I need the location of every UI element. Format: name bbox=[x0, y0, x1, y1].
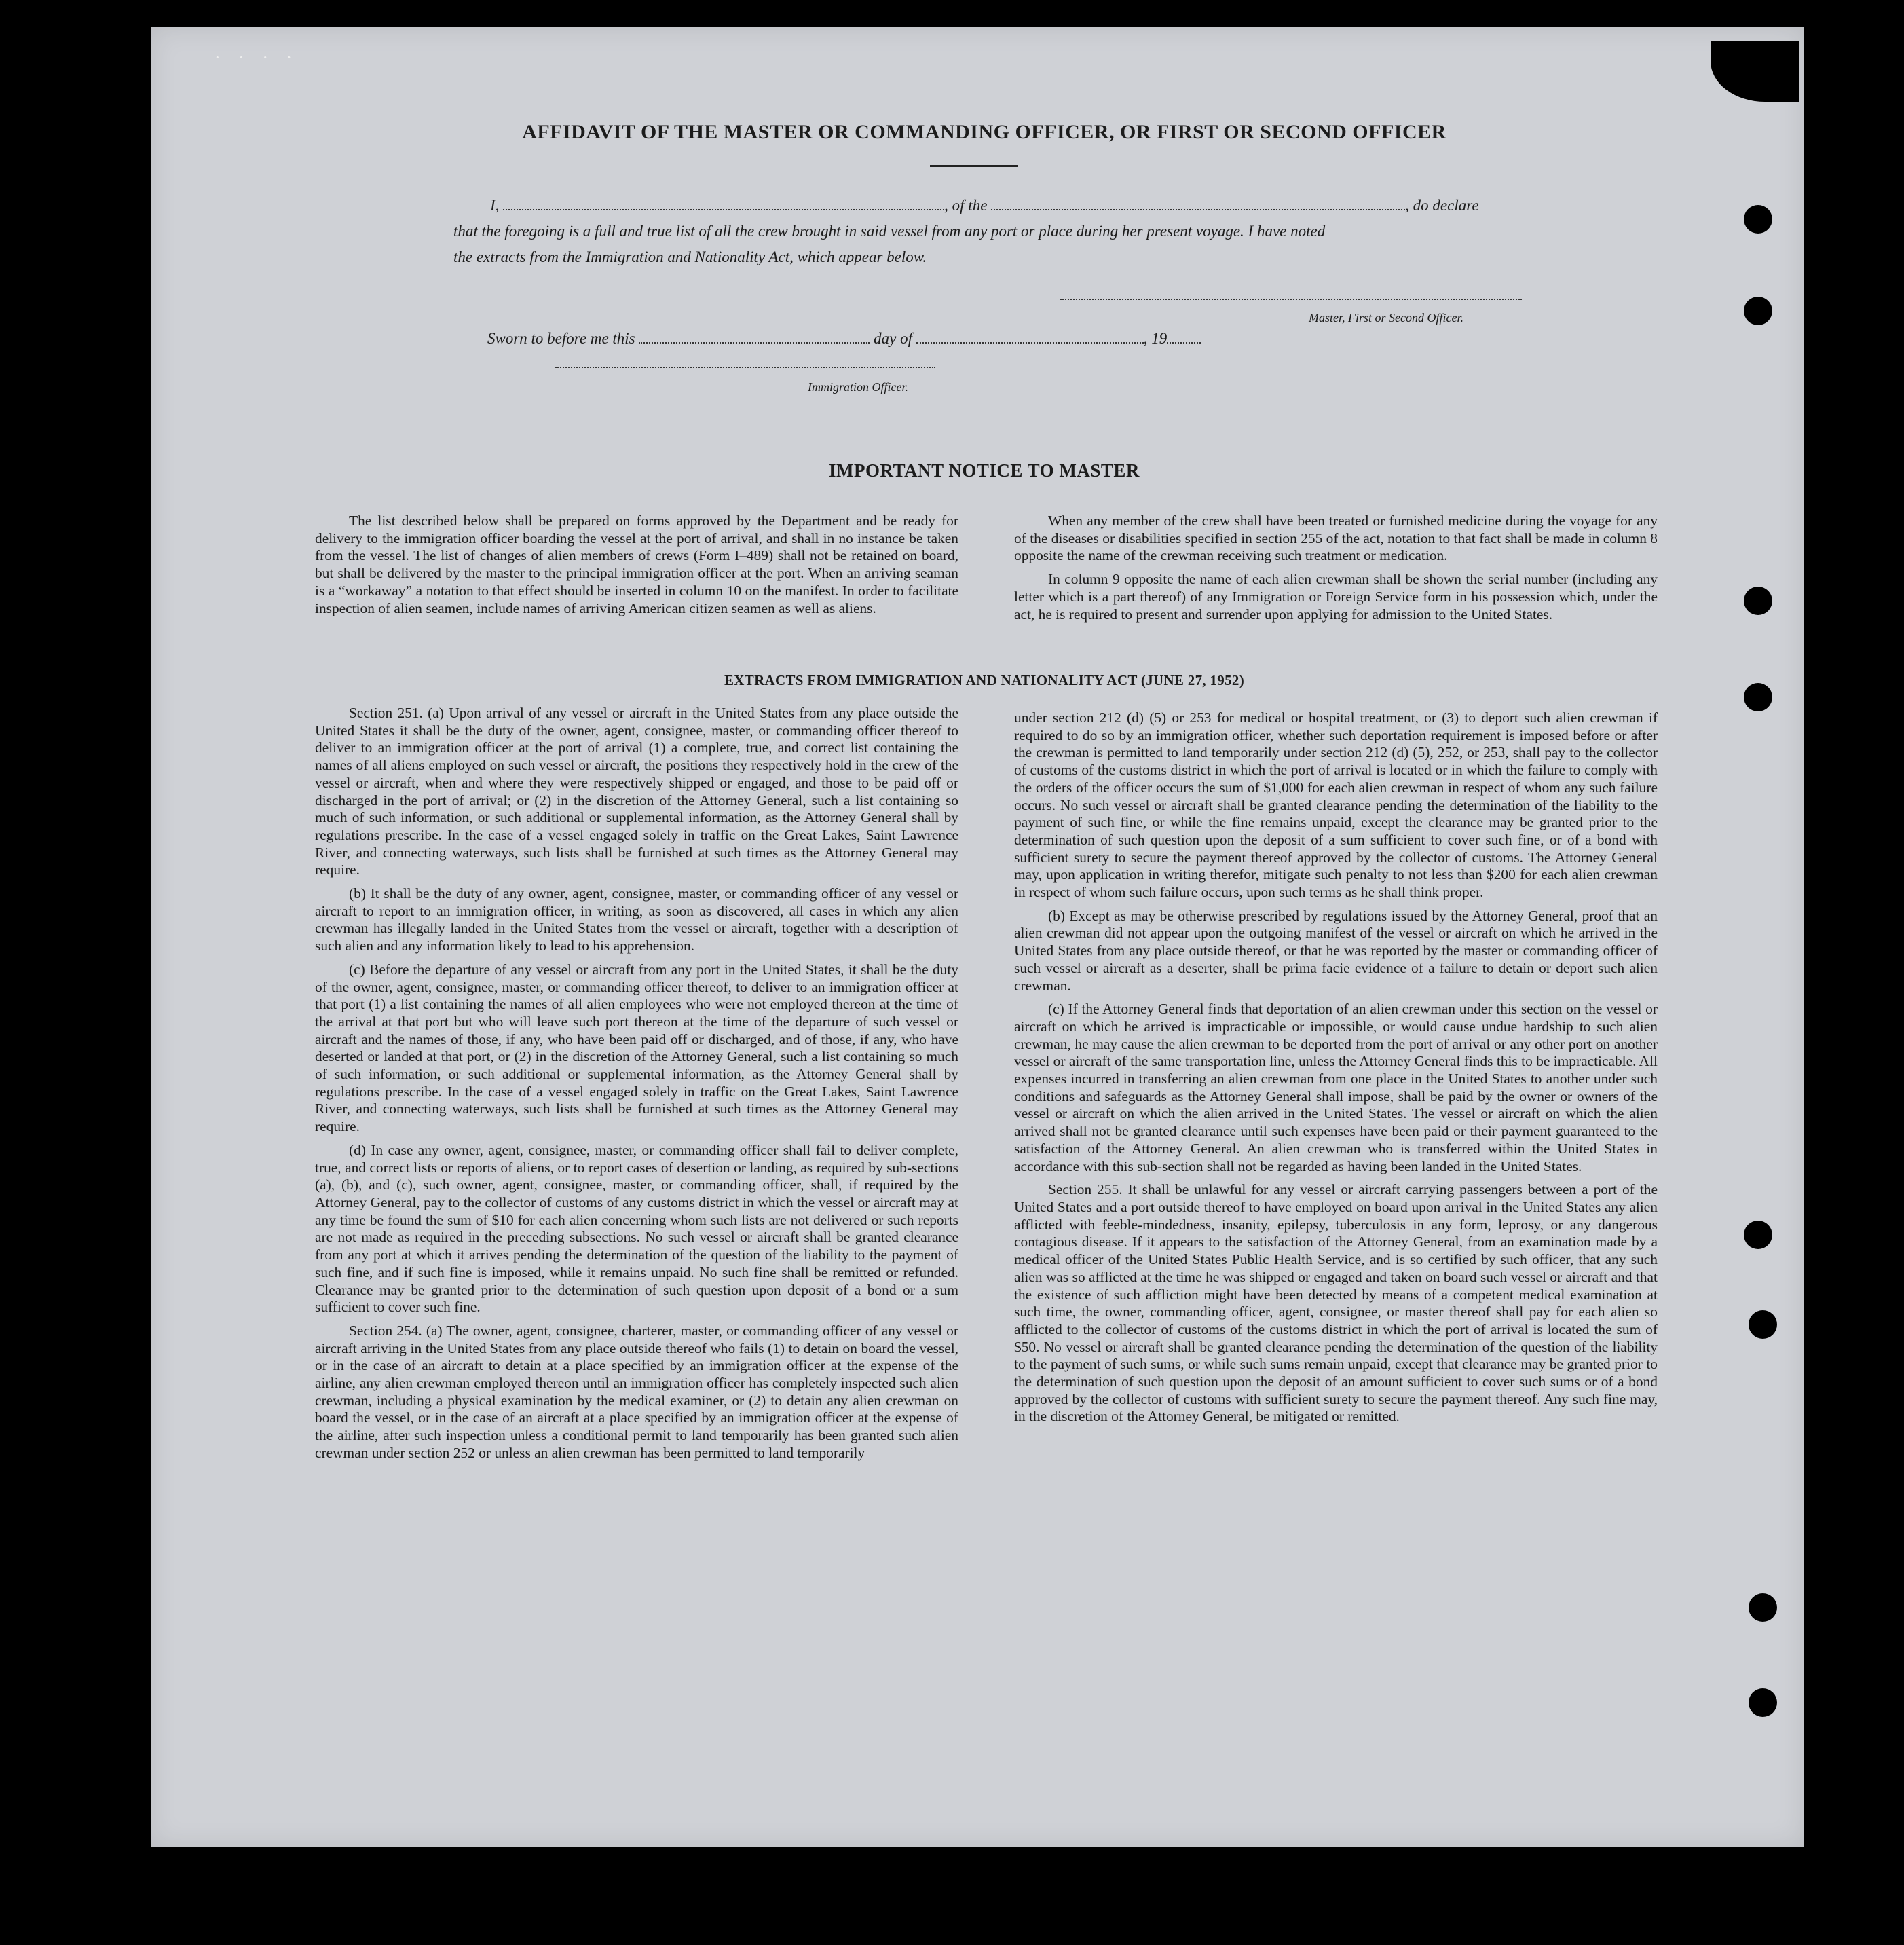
punch-hole bbox=[1744, 1221, 1772, 1249]
declarant-prefix: I, bbox=[490, 197, 500, 214]
notice-right-column bbox=[1014, 513, 1658, 629]
punch-hole bbox=[1744, 587, 1772, 615]
declaration-line-1 bbox=[490, 197, 1479, 215]
notice-title: IMPORTANT NOTICE TO MASTER bbox=[829, 460, 1140, 481]
notice-paragraph: When any member of the crew shall have been treated or furnished medicine during the voyage for any of the diseases or disabilities specified in section 255 of the act, notation to that fact shall be made in column 8 opposite the name of the crewman receiving such treatment or medication. bbox=[1014, 513, 1658, 564]
punch-hole bbox=[1749, 1310, 1777, 1339]
declaration-line-3: the extracts from the Immigration and Nationality Act, which appear below. bbox=[453, 248, 927, 265]
notice-paragraph: The list described below shall be prepared on forms approved by the Department and be ready for delivery to the immigration officer boarding the vessel at the port of arrival, and shall in no instance be taken from the vessel. The list of changes of alien members of crews (Form I–489) shall not be retained on board, but shall be delivered by the master to the principal immigration officer at the port. When an arriving seaman is a “workaway” a notation to that effect should be inserted in column 10 on the manifest. In order to facilitate inspection of alien seamen, include names of arriving American citizen seamen as well as aliens. bbox=[315, 513, 958, 616]
sworn-prefix: Sworn to before me this bbox=[487, 330, 635, 347]
vessel-name-field[interactable] bbox=[991, 198, 1405, 210]
scan-specks: · · · · bbox=[214, 48, 299, 67]
notice-paragraph: In column 9 opposite the name of each alien crewman shall be shown the serial number (including any letter which is a part thereof) of any Immigration or Foreign Service form in his possession which, under the act, he is required to present and surrender upon applying for admission to the United States. bbox=[1014, 571, 1658, 623]
declare-text: , do declare bbox=[1405, 197, 1479, 214]
declarant-name-field[interactable] bbox=[503, 198, 944, 210]
extract-paragraph: under section 212 (d) (5) or 253 for medical or hospital treatment, or (3) to deport such alien crewman if required to do so by an immigration officer, whether such deportation requirement is imposed before or after the crewman is permitted to land temporarily under section 212 (d) (5), 252, or 253, shall pay to the collector of customs of the customs district in which the port of arrival is located or in which the failure to comply with the orders of the officer occurs the sum of $1,000 for each alien crewman in respect of whom any such failure occurs. No such vessel or aircraft shall be granted clearance pending the determination of the liability to the payment of such fine, or while the fine remains unpaid, except the clearance may be granted prior to the determination of such question upon the deposit of a sum sufficient to cover such fine, or of a bond with sufficient surety to secure the payment thereof approved by the collector of customs. The Attorney General may, upon application in writing therefor, mitigate such penalty to not less than $200 for each alien crewman in respect of whom such failure occurs, upon such terms as he shall think proper. bbox=[1014, 709, 1658, 901]
punch-hole bbox=[1744, 683, 1772, 711]
punch-hole bbox=[1744, 205, 1772, 234]
extracts-title: EXTRACTS FROM IMMIGRATION AND NATIONALITY ACT (JUNE 27, 1952) bbox=[724, 672, 1244, 688]
extract-paragraph: (d) In case any owner, agent, consignee, master, or commanding officer shall fail to deliver complete, true, and correct lists or reports of aliens, or to report cases of desertion or landing, as required by sub-sections (a), (b), and (c), such owner, agent, consignee, master, or commanding officer, shall, if required by the Attorney General, pay to the collector of customs of any customs district in which the vessel or aircraft may at any time be found the sum of $10 for each alien concerning whom such lists are not delivered or such reports are not made as required in the preceding subsections. No such vessel or aircraft shall be granted clearance from any port at which it arrives pending the determination of the question of the liability to the payment of such fine, and if such fine is imposed, while it remains unpaid. No such fine shall be remitted or refunded. Clearance may be granted prior to the determination of such question upon deposit of a bond or a sum sufficient to cover such fine. bbox=[315, 1141, 958, 1316]
title-rule bbox=[930, 165, 1018, 167]
extracts-right-column bbox=[1014, 709, 1658, 1432]
sworn-month-field[interactable] bbox=[916, 331, 1144, 344]
punch-hole bbox=[1749, 1688, 1777, 1717]
extracts-left-column bbox=[315, 705, 958, 1468]
extract-paragraph: (c) Before the departure of any vessel or aircraft from any port in the United States, it shall be the duty of the owner, agent, consignee, master, or commanding officer thereof, to deliver to an immigration officer at that port (1) a list containing the names of all alien employees who were not employed thereon at the time of the arrival at that port but who will leave such port thereon at the time of the departure of such vessel or aircraft and the names of those, if any, who have been paid off or discharged, and of those, if any, who have deserted or landed at that port, or (2) in the discretion of the Attorney General, such a list containing so much of such information, or such additional or supplemental information, as the Attorney General shall by regulations prescribe. In the case of a vessel engaged solely in traffic on the Great Lakes, Saint Lawrence River, and connecting waterways, such lists shall be furnished at such times as the Attorney General may require. bbox=[315, 961, 958, 1135]
sworn-day-field[interactable] bbox=[639, 331, 870, 344]
extract-paragraph: (c) If the Attorney General finds that deportation of an alien crewman under this section on the vessel or aircraft on which he arrived is impracticable or impossible, or would cause undue hardship to such alien crewman, he may cause the alien crewman to be deported from the port of arrival or any other port on another vessel or aircraft of the same transportation line, unless the Attorney General finds this to be impracticable. All expenses incurred in transferring an alien crewman from one place in the United States to another under such conditions and safeguards as the Attorney General shall impose, shall be paid by the owner or owners of the vessel or aircraft on which the alien arrived in the United States. The vessel or aircraft on which the alien arrived shall not be granted clearance until such expenses have been paid or their payment guaranteed to the satisfaction of the Attorney General. An alien crewman who is transferred within the United States in accordance with this sub-section shall not be regarded as having been landed in the United States. bbox=[1014, 1001, 1658, 1174]
extract-paragraph: (b) It shall be the duty of any owner, agent, consignee, master, or commanding officer of any vessel or aircraft to report to an immigration officer, in writing, as soon as discovered, all cases in which any alien crewman has illegally landed in the United States from the vessel or aircraft, together with a description of such alien and any information likely to lead to his apprehension. bbox=[315, 885, 958, 955]
extract-paragraph: Section 254. (a) The owner, agent, consignee, charterer, master, or commanding officer of any vessel or aircraft arriving in the United States from any place outside thereof who fails (1) to detain on board the vessel, or in the case of an aircraft to detain at a place specified by an immigration officer at the expense of the airline, any alien crewman employed thereon until an immigration officer has completely inspected such alien crewman, including a physical examination by the medical examiner, or (2) to detain any alien crewman on board the vessel, or in the case of an aircraft at a place specified by an immigration officer at the expense of the airline, after such inspection unless a conditional permit to land temporarily has been granted such alien crewman under section 252 or unless an alien crewman has been permitted to land temporarily bbox=[315, 1322, 958, 1461]
sworn-year-prefix: , 19 bbox=[1143, 330, 1168, 347]
immigration-officer-label: Immigration Officer. bbox=[808, 380, 908, 394]
extract-paragraph: Section 255. It shall be unlawful for any vessel or aircraft carrying passengers between a port of the United States and a port outside thereof to have employed on board upon arrival in the United States any alien afflicted with feeble-mindedness, insanity, epilepsy, tuberculosis in any form, leprosy, or any dangerous contagious disease. If it appears to the satisfaction of the Attorney General, from an examination made by a medical officer of the United States Public Health Service, and is so certified by such officer, that any such alien was so afflicted at the time he was shipped or engaged and taken on board such vessel or aircraft and that the existence of such affliction might have been detected by means of a competent medical examination at such time, the owner, commanding officer, agent, consignee, or master thereof shall pay for each alien so afflicted to the collector of customs of the customs district in which the port of arrival is located the sum of $50. No vessel or aircraft shall be granted clearance pending the determination of the question of the liability to the payment of such sums, or while such sums remain unpaid, except that clearance may be granted prior to the determination of such question upon the deposit of an amount sufficient to cover such sums or of a bond approved by the collector of customs with sufficient surety to secure the payment thereof. Any such fine may, in the discretion of the Attorney General, be mitigated or remitted. bbox=[1014, 1181, 1658, 1425]
punch-hole bbox=[1744, 297, 1772, 325]
sworn-line bbox=[487, 330, 1201, 348]
extract-paragraph: Section 251. (a) Upon arrival of any vessel or aircraft in the United States from any place outside the United States it shall be the duty of the owner, agent, consignee, master, or commanding officer thereof to deliver to an immigration officer at the port of arrival (1) a complete, true, and correct list containing the names of all aliens employed on such vessel or aircraft, the positions they respectively hold in the crew of the vessel or aircraft, when and where they were respectively shipped or engaged, and those to be paid off or discharged in the port of arrival; or (2) in the discretion of the Attorney General, such a list containing so much of such information, or such additional or supplemental information, as the Attorney General shall by regulations prescribe. In the case of a vessel engaged solely in traffic on the Great Lakes, Saint Lawrence River, and connecting waterways, such lists shall be furnished at such times as the Attorney General may require. bbox=[315, 705, 958, 878]
immigration-officer-signature-field[interactable] bbox=[555, 367, 935, 368]
master-signature-field[interactable] bbox=[1060, 299, 1522, 300]
notice-left-column bbox=[315, 513, 958, 623]
affidavit-title: AFFIDAVIT OF THE MASTER OR COMMANDING OFFICER, OR FIRST OR SECOND OFFICER bbox=[522, 121, 1446, 143]
of-the-text: , of the bbox=[944, 197, 988, 214]
punch-hole bbox=[1749, 1593, 1777, 1622]
master-signature-label: Master, First or Second Officer. bbox=[1309, 311, 1463, 325]
extract-paragraph: (b) Except as may be otherwise prescribed by regulations issued by the Attorney General, proof that an alien crewman did not appear upon the outgoing manifest of the vessel or aircraft on which he arrived in the United States from any place outside thereof, or that he was reported by the master or commanding officer of such vessel or aircraft as a deserter, shall be prima facie evidence of a failure to detain or deport such alien crewman. bbox=[1014, 907, 1658, 994]
sworn-year-field[interactable] bbox=[1167, 331, 1201, 344]
sworn-day-of: day of bbox=[874, 330, 912, 347]
declaration-line-2: that the foregoing is a full and true list of all the crew brought in said vessel from any port or place during her present voyage. I have noted bbox=[453, 223, 1326, 240]
